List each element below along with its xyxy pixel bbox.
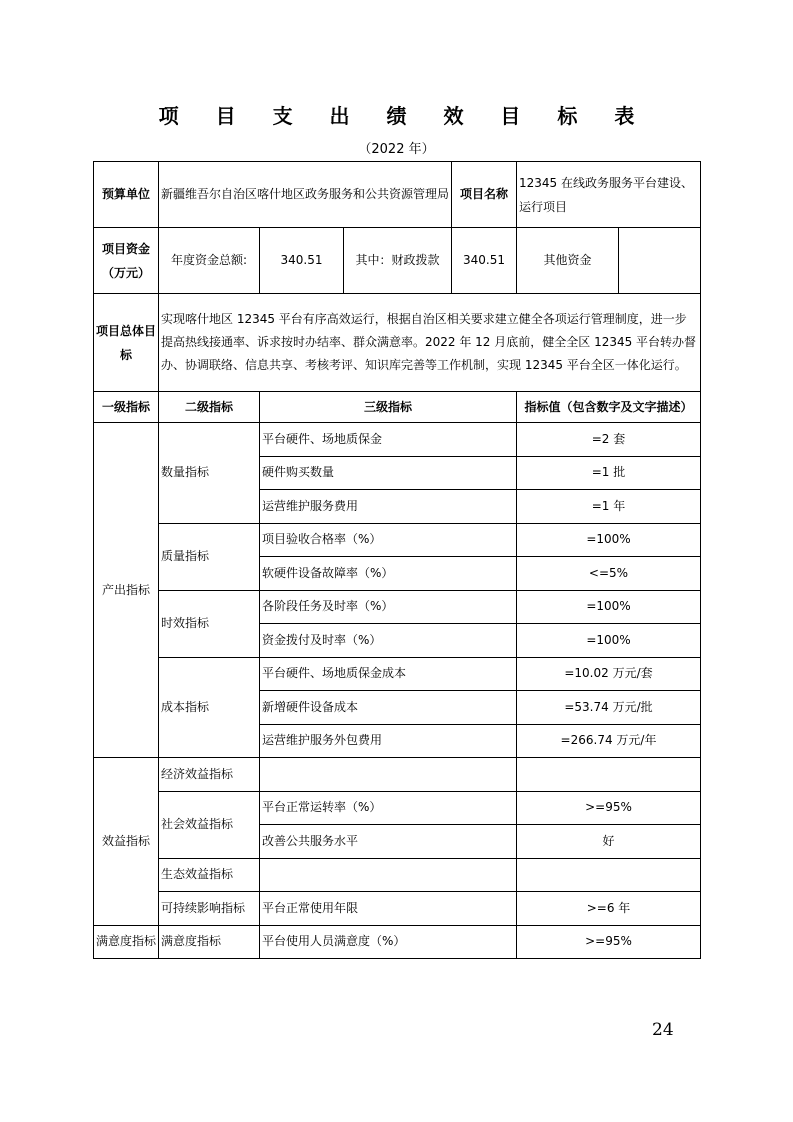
column-header-row <box>94 392 701 423</box>
annual-total-label: 年度资金总额: <box>159 228 260 294</box>
indicator-value: =100% <box>517 590 701 624</box>
budget-unit-value: 新疆维吾尔自治区喀什地区政务服务和公共资源管理局 <box>159 162 452 228</box>
level2-indicator: 成本指标 <box>159 657 260 758</box>
level3-indicator: 硬件购买数量 <box>260 456 517 490</box>
level2-indicator: 质量指标 <box>159 523 260 590</box>
level3-indicator <box>260 858 517 892</box>
goal-label: 项目总体目标 <box>94 294 159 392</box>
level2-indicator: 经济效益指标 <box>159 758 260 792</box>
project-name-label: 项目名称 <box>452 162 517 228</box>
level2-indicator: 时效指标 <box>159 590 260 657</box>
fiscal-allocation-value: 340.51 <box>452 228 517 294</box>
indicator-row <box>94 892 701 926</box>
level3-indicator: 软硬件设备故障率（%） <box>260 557 517 591</box>
budget-unit-row <box>94 162 701 228</box>
indicator-row <box>94 791 701 825</box>
performance-table <box>93 161 701 959</box>
indicator-value: =1 批 <box>517 456 701 490</box>
indicator-value: =100% <box>517 523 701 557</box>
indicator-value: 好 <box>517 825 701 859</box>
level3-indicator: 运营维护服务外包费用 <box>260 724 517 758</box>
level2-indicator: 数量指标 <box>159 423 260 524</box>
indicator-value: >=6 年 <box>517 892 701 926</box>
level3-indicator: 平台正常运转率（%） <box>260 791 517 825</box>
indicator-value <box>517 758 701 792</box>
level2-indicator: 满意度指标 <box>159 925 260 959</box>
indicator-row <box>94 657 701 691</box>
column-header-level2: 二级指标 <box>159 392 260 423</box>
level3-indicator: 改善公共服务水平 <box>260 825 517 859</box>
project-name-value: 12345 在线政务服务平台建设、运行项目 <box>517 162 701 228</box>
level1-indicator: 产出指标 <box>94 423 159 758</box>
budget-unit-label: 预算单位 <box>94 162 159 228</box>
year-label: （2022 年） <box>358 142 435 157</box>
level3-indicator: 项目验收合格率（%） <box>260 523 517 557</box>
indicator-value: <=5% <box>517 557 701 591</box>
indicator-value: =10.02 万元/套 <box>517 657 701 691</box>
level3-indicator: 平台正常使用年限 <box>260 892 517 926</box>
level3-indicator: 平台硬件、场地质保金成本 <box>260 657 517 691</box>
indicator-value: =100% <box>517 624 701 658</box>
indicator-row <box>94 758 701 792</box>
level1-indicator: 效益指标 <box>94 758 159 926</box>
indicator-value: >=95% <box>517 791 701 825</box>
level3-indicator: 运营维护服务费用 <box>260 490 517 524</box>
indicator-value: =53.74 万元/批 <box>517 691 701 725</box>
fiscal-allocation-label: 其中：财政拨款 <box>344 228 452 294</box>
level1-indicator: 满意度指标 <box>94 925 159 959</box>
page-title: 项 目 支 出 绩 效 目 标 表 <box>158 104 650 128</box>
goal-text: 实现喀什地区 12345 平台有序高效运行，根据自治区相关要求建立健全各项运行管理制度，进一步提高热线接通率、诉求按时办结率、群众满意率。2022 年 12 月底前，健全全区 12345 平台转办督办、协调联络、信息共享、考核考评、知识库完善等工作机制，实现 12345 平台全区一体化运行。 <box>159 294 701 392</box>
other-funds-label: 其他资金 <box>517 228 619 294</box>
column-header-value: 指标值（包含数字及文字描述） <box>517 392 701 423</box>
page-number: 24 <box>652 1020 674 1040</box>
level3-indicator: 平台使用人员满意度（%） <box>260 925 517 959</box>
annual-total-value: 340.51 <box>260 228 344 294</box>
funds-label: 项目资金（万元） <box>94 228 159 294</box>
indicator-row <box>94 523 701 557</box>
indicator-value: >=95% <box>517 925 701 959</box>
level3-indicator: 资金拨付及时率（%） <box>260 624 517 658</box>
indicator-value: =266.74 万元/年 <box>517 724 701 758</box>
level2-indicator: 生态效益指标 <box>159 858 260 892</box>
indicator-row <box>94 423 701 457</box>
funds-row <box>94 228 701 294</box>
goal-row <box>94 294 701 392</box>
level3-indicator: 平台硬件、场地质保金 <box>260 423 517 457</box>
column-header-level3: 三级指标 <box>260 392 517 423</box>
level2-indicator: 可持续影响指标 <box>159 892 260 926</box>
column-header-level1: 一级指标 <box>94 392 159 423</box>
level3-indicator <box>260 758 517 792</box>
indicator-value: =1 年 <box>517 490 701 524</box>
level3-indicator: 新增硬件设备成本 <box>260 691 517 725</box>
level2-indicator: 社会效益指标 <box>159 791 260 858</box>
indicator-value: =2 套 <box>517 423 701 457</box>
level3-indicator: 各阶段任务及时率（%） <box>260 590 517 624</box>
indicator-row <box>94 925 701 959</box>
indicator-value <box>517 858 701 892</box>
indicator-row <box>94 858 701 892</box>
other-funds-value <box>619 228 701 294</box>
indicator-row <box>94 590 701 624</box>
